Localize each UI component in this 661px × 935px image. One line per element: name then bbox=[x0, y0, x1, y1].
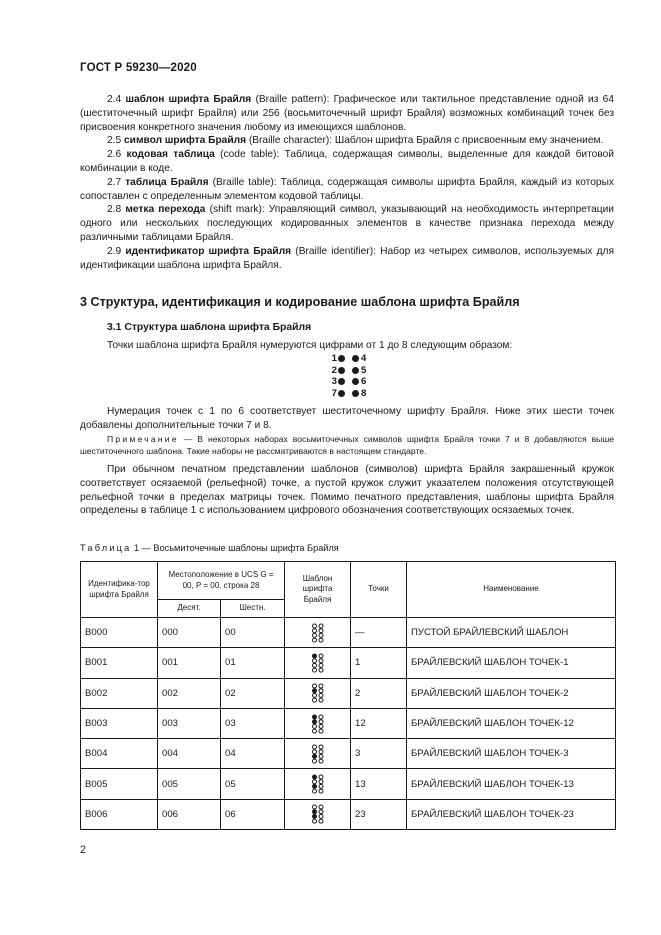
raised-dot bbox=[312, 775, 316, 779]
raised-dot bbox=[312, 785, 316, 789]
braille-cell-icon bbox=[311, 774, 325, 794]
document-header: ГОСТ Р 59230—2020 bbox=[80, 62, 197, 74]
empty-dot bbox=[319, 638, 323, 642]
empty-dot bbox=[312, 633, 316, 637]
cell-dots: 23 bbox=[351, 799, 407, 829]
empty-dot bbox=[312, 624, 316, 628]
cell-name: БРАЙЛЕВСКИЙ ШАБЛОН ТОЧЕК-3 bbox=[407, 739, 616, 769]
definition-term: шаблон шрифта Брайля bbox=[125, 94, 252, 105]
table-row bbox=[81, 708, 616, 738]
cell-hex: 03 bbox=[221, 708, 285, 738]
braille-cell-icon bbox=[311, 623, 325, 643]
cell-identifier: B006 bbox=[81, 799, 158, 829]
cell-name: БРАЙЛЕВСКИЙ ШАБЛОН ТОЧЕК-2 bbox=[407, 678, 616, 708]
section-title: 3 Структура, идентификация и кодирование шаблона шрифта Брайля bbox=[80, 295, 520, 309]
raised-dot bbox=[312, 754, 316, 758]
raised-dot bbox=[312, 810, 316, 814]
empty-dot bbox=[319, 820, 323, 824]
dot-icon bbox=[338, 390, 345, 397]
header-identifier: Идентифика-тор шрифта Брайля bbox=[81, 562, 158, 618]
cell-identifier: B002 bbox=[81, 678, 158, 708]
cell-pattern bbox=[285, 799, 351, 829]
cell-dots: 3 bbox=[351, 739, 407, 769]
empty-dot bbox=[319, 729, 323, 733]
empty-dot bbox=[312, 805, 316, 809]
raised-dot bbox=[312, 654, 316, 658]
cell-identifier: B000 bbox=[81, 618, 158, 648]
cell-dots: — bbox=[351, 618, 407, 648]
raised-dot bbox=[312, 719, 316, 723]
definition-term: метка перехода bbox=[125, 204, 206, 216]
definition-term: кодовая таблица bbox=[126, 149, 215, 161]
cell-decimal: 003 bbox=[158, 708, 221, 738]
empty-dot bbox=[312, 659, 316, 663]
empty-dot bbox=[312, 724, 316, 728]
empty-dot bbox=[312, 820, 316, 824]
print-representation-paragraph: При обычном печатном представлении шаблонов (символов) шрифта Брайля закрашенный кружок соответствует осязаемой (рельефной) точке, а пустой кружок служит указателем положения отсутствующей рельефной точки в пределах матрицы точек. Помимо печатного представления, шаблоны шрифта Брайля определены в таблице 1 с использованием цифрового обозначения соответствующих осязаемых точек. bbox=[80, 464, 614, 517]
raised-dot bbox=[312, 689, 316, 693]
empty-dot bbox=[319, 754, 323, 758]
empty-dot bbox=[319, 694, 323, 698]
empty-dot bbox=[312, 780, 316, 784]
dot-icon bbox=[352, 378, 359, 385]
empty-dot bbox=[312, 729, 316, 733]
dot-row: 3 6 bbox=[331, 376, 367, 387]
table-row bbox=[81, 678, 616, 708]
empty-dot bbox=[319, 698, 323, 702]
cell-hex: 01 bbox=[221, 648, 285, 678]
cell-hex: 05 bbox=[221, 769, 285, 799]
cell-decimal: 002 bbox=[158, 678, 221, 708]
dot-numbering-diagram bbox=[329, 353, 366, 399]
table-row bbox=[81, 618, 616, 648]
empty-dot bbox=[319, 624, 323, 628]
dot-row: 7 8 bbox=[331, 387, 367, 399]
cell-name: БРАЙЛЕВСКИЙ ШАБЛОН ТОЧЕК-1 bbox=[407, 648, 616, 678]
empty-dot bbox=[319, 628, 323, 632]
cell-name: БРАЙЛЕВСКИЙ ШАБЛОН ТОЧЕК-23 bbox=[407, 799, 616, 829]
header-name: Наименование bbox=[407, 562, 616, 618]
cell-pattern bbox=[285, 708, 351, 738]
empty-dot bbox=[312, 750, 316, 754]
braille-cell-icon bbox=[311, 653, 325, 673]
table-row bbox=[81, 769, 616, 799]
cell-identifier: B004 bbox=[81, 739, 158, 769]
dot-row: 2 5 bbox=[331, 364, 367, 376]
definition-2-7: 2.7 таблица Брайля (Braille table): Таблица, содержащая символы шрифта Брайля, каждый из которых сопоставлен с определенным элементом кодовой таблицы. bbox=[80, 176, 614, 202]
cell-decimal: 004 bbox=[158, 739, 221, 769]
empty-dot bbox=[319, 668, 323, 672]
subsection-title: 3.1 Структура шаблона шрифта Брайля bbox=[107, 322, 312, 333]
cell-decimal: 005 bbox=[158, 769, 221, 799]
braille-cell-icon bbox=[311, 804, 325, 824]
definition-2-5: 2.5 символ шрифта Брайля (Braille character): Шаблон шрифта Брайля с присвоенным ему значением. bbox=[107, 135, 604, 147]
empty-dot bbox=[319, 805, 323, 809]
definition-term: идентификатор шрифта Брайля bbox=[125, 245, 292, 257]
definition-2-4: 2.4 шаблон шрифта Брайля (Braille pattern): Графическое или тактильное представление одной из 64 (шеститочечный шрифт Брайля) или 256 (восьмиточечный шрифт Брайля) возможных комбинаций точек без присвоения конкретного значения любому из имеющихся шаблонов. bbox=[80, 94, 615, 133]
braille-cell-icon bbox=[311, 683, 325, 703]
braille-patterns-table bbox=[80, 561, 616, 830]
empty-dot bbox=[319, 654, 323, 658]
empty-dot bbox=[319, 759, 323, 763]
cell-dots: 12 bbox=[351, 708, 407, 738]
empty-dot bbox=[312, 694, 316, 698]
empty-dot bbox=[319, 780, 323, 784]
empty-dot bbox=[319, 633, 323, 637]
empty-dot bbox=[312, 663, 316, 667]
dot-icon bbox=[352, 390, 359, 397]
table-caption: Таблица 1 — Восьмиточечные шаблоны шрифта Брайля bbox=[80, 543, 339, 553]
empty-dot bbox=[319, 789, 323, 793]
dot-icon bbox=[352, 367, 359, 374]
cell-pattern bbox=[285, 648, 351, 678]
dot-icon bbox=[338, 367, 345, 374]
empty-dot bbox=[319, 815, 323, 819]
empty-dot bbox=[312, 638, 316, 642]
definition-2-8: 2.8 метка перехода (shift mark): Управляющий символ, указывающий на необходимость интерпретации одного или нескольких последующих кодированных элементов в качестве признака перехода между различными таблицами Брайля. bbox=[80, 204, 614, 243]
empty-dot bbox=[319, 750, 323, 754]
empty-dot bbox=[319, 775, 323, 779]
header-dots: Точки bbox=[351, 562, 407, 618]
cell-identifier: B003 bbox=[81, 708, 158, 738]
cell-name: БРАЙЛЕВСКИЙ ШАБЛОН ТОЧЕК-12 bbox=[407, 708, 616, 738]
definitions-list bbox=[80, 93, 614, 272]
empty-dot bbox=[319, 659, 323, 663]
definition-2-6: 2.6 кодовая таблица (code table): Таблица, содержащая символы, выделенные для каждой битовой комбинации в коде. bbox=[80, 149, 614, 174]
cell-hex: 02 bbox=[221, 678, 285, 708]
definition-term: символ шрифта Брайля bbox=[124, 135, 247, 147]
braille-cell-icon bbox=[311, 714, 325, 734]
cell-hex: 00 bbox=[221, 618, 285, 648]
cell-decimal: 001 bbox=[158, 648, 221, 678]
cell-name: ПУСТОЙ БРАЙЛЕВСКИЙ ШАБЛОН bbox=[407, 618, 616, 648]
empty-dot bbox=[319, 663, 323, 667]
empty-dot bbox=[312, 698, 316, 702]
raised-dot bbox=[312, 815, 316, 819]
empty-dot bbox=[319, 810, 323, 814]
definition-term: таблица Брайля bbox=[125, 176, 209, 188]
empty-dot bbox=[312, 668, 316, 672]
table-row bbox=[81, 648, 616, 678]
empty-dot bbox=[319, 724, 323, 728]
numbering-intro: Точки шаблона шрифта Брайля нумеруются цифрами от 1 до 8 следующим образом: bbox=[107, 340, 513, 351]
cell-pattern bbox=[285, 769, 351, 799]
cell-dots: 2 bbox=[351, 678, 407, 708]
dot-row: 1 4 bbox=[331, 353, 367, 364]
cell-dots: 13 bbox=[351, 769, 407, 799]
dot-icon bbox=[338, 378, 345, 385]
table-row bbox=[81, 739, 616, 769]
empty-dot bbox=[312, 745, 316, 749]
empty-dot bbox=[312, 684, 316, 688]
cell-decimal: 006 bbox=[158, 799, 221, 829]
empty-dot bbox=[312, 759, 316, 763]
dot-icon bbox=[352, 355, 359, 362]
cell-dots: 1 bbox=[351, 648, 407, 678]
cell-name: БРАЙЛЕВСКИЙ ШАБЛОН ТОЧЕК-13 bbox=[407, 769, 616, 799]
header-ucs-location: Местоположение в UCS G = 00, P = 00, строка 28 bbox=[158, 562, 285, 600]
empty-dot bbox=[312, 789, 316, 793]
braille-cell-icon bbox=[311, 744, 325, 764]
numbering-paragraph: Нумерация точек с 1 по 6 соответствует шеститочечному шрифту Брайля. Ниже этих шести точек добавлены дополнительные точки 7 и 8. bbox=[80, 406, 614, 431]
cell-decimal: 000 bbox=[158, 618, 221, 648]
note-label: Примечание bbox=[107, 434, 179, 444]
empty-dot bbox=[319, 719, 323, 723]
cell-pattern bbox=[285, 618, 351, 648]
empty-dot bbox=[319, 684, 323, 688]
definition-2-9: 2.9 идентификатор шрифта Брайля (Braille identifier): Набор из четырех символов, используемых для идентификации шаблона шрифта Брайля. bbox=[80, 245, 614, 271]
empty-dot bbox=[319, 785, 323, 789]
cell-pattern bbox=[285, 739, 351, 769]
cell-identifier: B001 bbox=[81, 648, 158, 678]
header-pattern: Шаблон шрифта Брайля bbox=[285, 562, 351, 618]
dot-icon bbox=[338, 355, 345, 362]
table-body bbox=[81, 618, 616, 830]
note-paragraph: Примечание — В некоторых наборах восьмиточечных символов шрифта Брайля точки 7 и 8 добавляются выше шеститочечного шаблона. Такие наборы не рассматриваются в настоящем стандарте. bbox=[80, 434, 614, 456]
header-decimal: Десят. bbox=[158, 600, 221, 618]
cell-hex: 06 bbox=[221, 799, 285, 829]
page-number: 2 bbox=[80, 844, 86, 856]
empty-dot bbox=[319, 689, 323, 693]
cell-pattern bbox=[285, 678, 351, 708]
cell-hex: 04 bbox=[221, 739, 285, 769]
header-hex: Шестн. bbox=[221, 600, 285, 618]
table-row bbox=[81, 799, 616, 829]
raised-dot bbox=[312, 715, 316, 719]
empty-dot bbox=[319, 745, 323, 749]
empty-dot bbox=[319, 715, 323, 719]
empty-dot bbox=[312, 628, 316, 632]
cell-identifier: B005 bbox=[81, 769, 158, 799]
